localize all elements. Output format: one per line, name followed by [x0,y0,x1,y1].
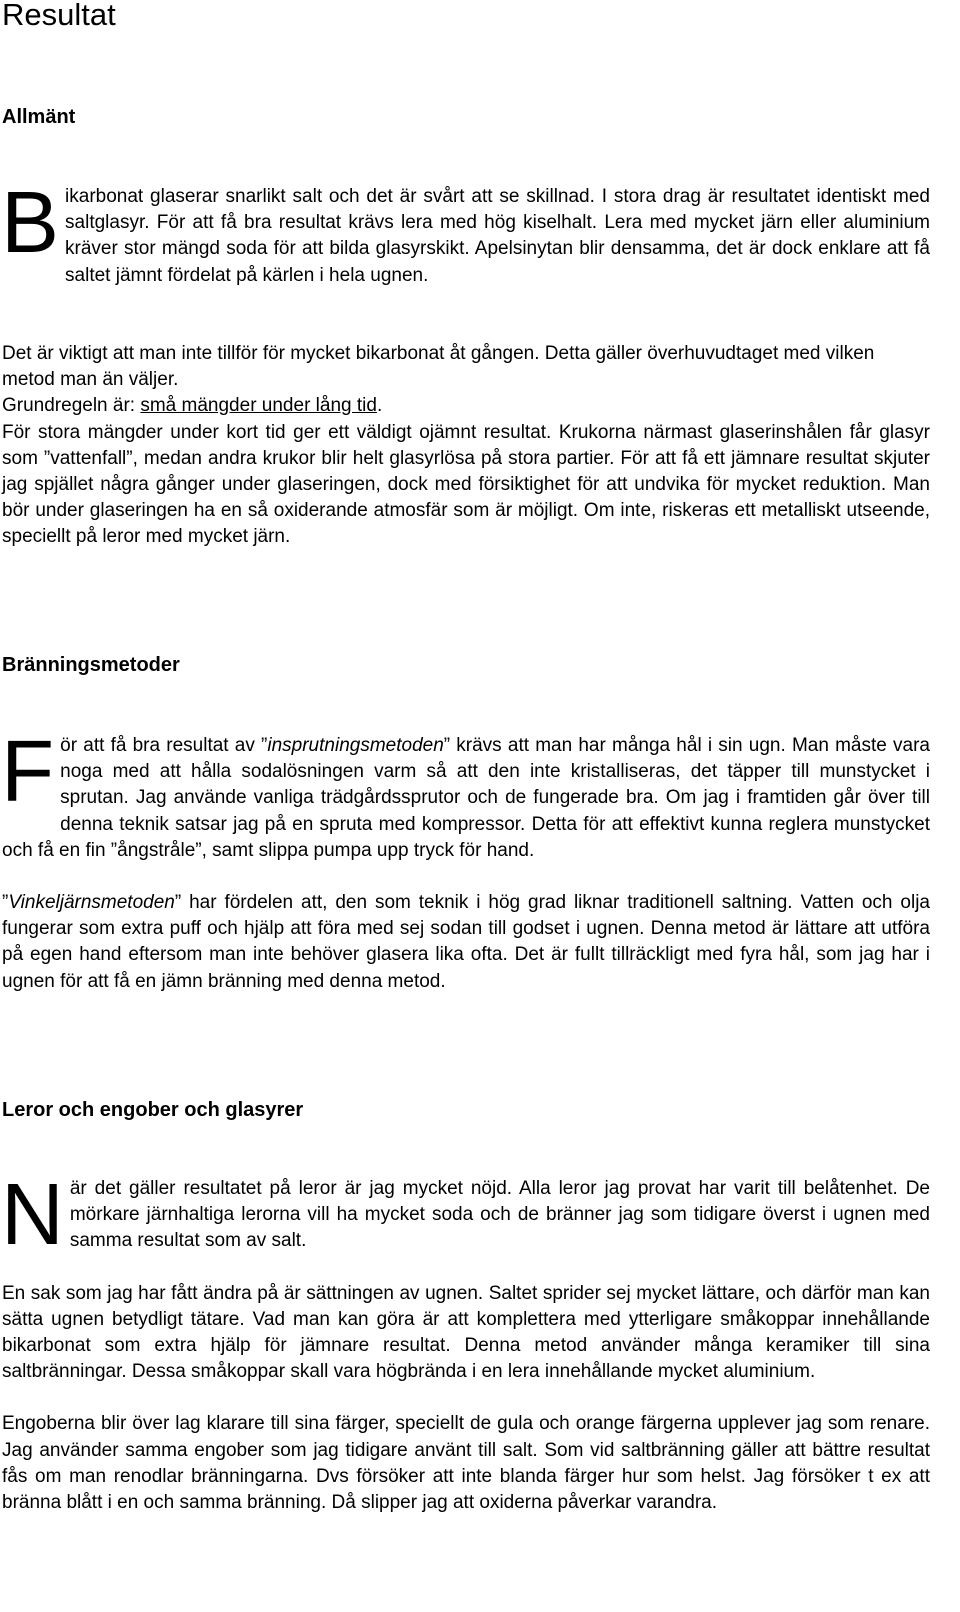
grundregel-underlined: små mängder under lång tid [140,395,377,417]
grundregel-suffix: . [376,395,383,417]
insprutningsmetoden-term: insprutningsmetoden [267,735,444,756]
branning-p1-start: ör att få bra resultat av ” [60,735,268,756]
drop-cap-b: B [1,174,60,271]
drop-cap-n: N [1,1166,64,1263]
allmant-paragraph-3: För stora mängder under kort tid ger ett väldigt ojämnt resultat. Krukorna närmast glaserinshålen får glasyr som ”vattenfall”, medan andra krukor blir helt glasyrlösa på stora partier. För att få ett jämnare resultat skjuter jag spjället några gånger under glaseringen, dock med försiktighet för att undvika för mycket reduktion. Man bör under glaseringen ha en så oxiderande atmosfär som är möjligt. Om inte, riskeras ett metalliskt utseende, speciellt på leror med mycket järn. [2,421,930,548]
heading-allmant: Allmänt [2,106,76,128]
allmant-paragraph-2: Det är viktigt att man inte tillför för mycket bikarbonat åt gången. Detta gäller överhuvudtaget med vilken metod man än väljer. [2,343,875,391]
allmant-body [2,341,930,551]
heading-branningsmetoder: Bränningsmetoder [2,654,180,676]
grundregel-line [2,393,930,419]
branning-p2-rest: ” har fördelen att, den som teknik i hög grad liknar traditionell saltning. Vatten och olja fungerar som extra puff och hjälp att föra med sej sodan till godset i ugnen. Denna metod är lättare att utföra på egen hand eftersom man inte behöver glasera lika ofta. Det är fullt tillräckligt med fyra hål, som jag har i ugnen för att få en jämn bränning med denna metod. [2,892,930,992]
branning-p2-quote: ” [2,892,9,914]
vinkeljarnsmetoden-term: Vinkeljärnsmetoden [8,892,175,914]
branning-body [1,723,930,995]
leror-paragraph-1: är det gäller resultatet på leror är jag mycket nöjd. Alla leror jag provat har varit till belåtenhet. De mörkare järnhaltiga lerorna vill ha mycket soda och de bränner jag som tidigare överst i ugnen med samma resultat som av salt. [69,1178,930,1252]
branning-paragraph-2 [2,890,930,995]
leror-body [1,1166,930,1516]
grundregel-prefix: Grundregeln är: [2,395,141,417]
branning-p1-rest: ” krävs att man har många hål i sin ugn. Man måste vara noga med att hålla sodalösningen varm så att den inte kristalliseras, det täpper till munstycket i sprutan. Jag använde vanliga trädgårdssprutor och de fungerade bra. Om jag i framtiden går över till denna teknik satsar jag på en spruta med kompressor. Detta för att effektivt kunna reglera munstycket och få en fin ”ångstråle”, samt slippa pumpa upp tryck för hand. [2,735,930,861]
leror-paragraph-3: Engoberna blir över lag klarare till sina färger, speciellt de gula och orange färgerna upplever jag som renare. Jag använder samma engober som jag tidigare använt till salt. Som vid saltbränning gäller att bättre resultat fås om man renodlar bränningarna. Dvs försöker att inte blanda färger hur som helst. Jag försöker t ex att bränna blått i en och samma bränning. Då slipper jag att oxiderna påverkar varandra. [2,1413,930,1514]
page-title: Resultat [2,0,116,32]
drop-cap-f: F [1,723,55,820]
allmant-paragraph-1: ikarbonat glaserar snarlikt salt och det är svårt att se skillnad. I stora drag är resultatet identiskt med saltglasyr. För att få bra resultat krävs lera med hög kiselhalt. Lera med mycket järn eller aluminium kräver stor mängd soda för att bilda glasyrskikt. Apelsinytan blir densamma, det är dock enklare att få saltet jämnt fördelat på kärlen i hela ugnen. [65,186,930,286]
heading-leror: Leror och engober och glasyrer [2,1099,304,1121]
allmant-intro [1,174,930,289]
leror-paragraph-2: En sak som jag har fått ändra på är sättningen av ugnen. Saltet sprider sej mycket lättare, och därför man kan sätta ugnen betydligt tätare. Vad man kan göra är att komplettera med ytterligare småkoppar innehållande bikarbonat som extra hjälp för jämnare resultat. Denna metod använder många keramiker till sina saltbränningar. Dessa småkoppar skall vara högbrända i en lera innehållande mycket aluminium. [2,1282,930,1383]
